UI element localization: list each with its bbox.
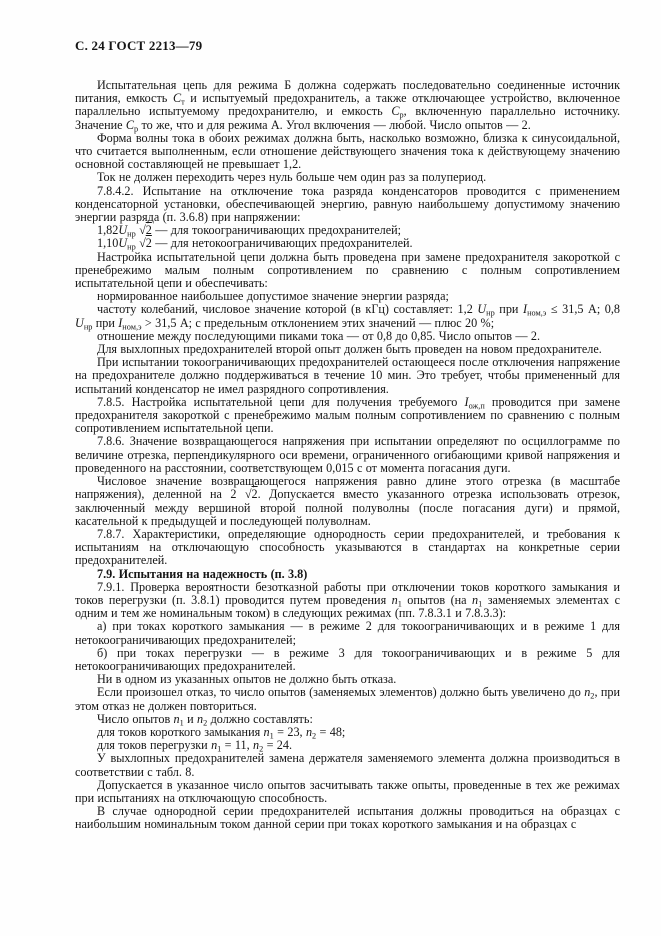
para-7-8-6: 7.8.6. Значение возвращающегося напряжения при испытании определяют по осциллограмме по величине отрезка, перпендикулярного оси времени, ограниченного огибающими кривой напряжения и проведенного на расстоянии, соответствующем 0,015 с от момента погасания дуги. <box>75 434 620 475</box>
para-exhaust-fuses: Для выхлопных предохранителей второй опыт должен быть проведен на новом предохранителе. <box>97 342 602 357</box>
para-circuit-setup: Настройка испытательной цепи должна быть проведена при замене предохранителя закороткой с пренебрежимо малым полным сопротивлением по сравнению с полным сопротивлением испытательной цепи и обеспечивать: <box>75 249 620 291</box>
para-zero-crossing: Ток не должен переходить через нуль больше чем один раз за полупериод. <box>97 170 487 185</box>
para-7-8-7: 7.8.7. Характеристики, определяющие однородность серии предохранителей, и требования к испытаниям на отключающую способность указываются в стандартах на конкретные серии предохранителей. <box>75 526 620 568</box>
para-item-b: б) при токах перегрузки — в режиме 3 для токоограничивающих и в режиме 5 для нетокоограничивающих предохранителей. <box>75 645 620 673</box>
para-7-8-4-2: 7.8.4.2. Испытание на отключение тока разряда конденсаторов проводится с применением конденсаторной установки, обеспечивающей энергию, равную наибольшему допустимому значению энергии разряда (п. 3.6.8) при напряжении: <box>75 183 620 225</box>
para-counts-overload: для токов перегрузки $n_1 = 11$, $n_2 = 24$. <box>97 738 293 754</box>
para-peak-ratio-item: отношение между последующими пиками тока — от 0,8 до 0,85. Число опытов — 2. <box>97 328 541 343</box>
para-7-9-1: 7.9.1. Проверка вероятности безотказной работы при отключении токов короткого замыкания и токов перегрузки (п. 3.8.1) проводится путем проведения $n_1$ опытов (на $n_1$ заменяемых элементах с одним и тем же номинальным током) в следующих режимах (пп. 7.8.3.1 и 7.8.3.3): <box>75 579 621 621</box>
para-no-failure: Ни в одном из указанных опытов не должно быть отказа. <box>97 672 397 687</box>
page-header: С. 24 ГОСТ 2213—79 <box>75 38 203 53</box>
para-holder-replacement: У выхлопных предохранителей замена держателя заменяемого элемента должна производиться в соответствии с табл. 8. <box>75 751 620 779</box>
para-test-counts-intro: Число опытов $n_1$ и $n_2$ должно составлять: <box>97 711 313 728</box>
para-if-failure: Если произошел отказ, то число опытов (заменяемых элементов) должно быть увеличено до $n_2$, при этом отказ не должен повториться. <box>75 685 620 713</box>
para-formula-2: $1,10U_{нр}$ √2 — для нетокоограничивающих предохранителей. <box>97 236 413 252</box>
para-numeric-value: Числовое значение возвращающегося напряжения равно длине этого отрезка (в масштабе напряжения), деленной на 2 √2. Допускается вместо указанного отрезка использовать отрезок, заключенный между вершиной второй полной полуволны (после погасания дуги) и прямой, касательной к предыдущей и последующей полуволнам. <box>75 474 620 528</box>
para-mode-b-circuit: Испытательная цепь для режима Б должна содержать последовательно соединенные источник питания, емкость $С_т$ и испытуемый предохранитель, а также отключающее устройство, включенное параллельно испытуемому предохранителю, и емкость $С_р$, включенную параллельно источнику. Значение $С_р$ то же, что и для режима А. Угол включения — любой. Число опытов — 2. <box>75 78 620 133</box>
para-waveform: Форма волны тока в обоих режимах должна быть, насколько возможно, близка к синусоидальной, что считается выполненным, если отношение действующего значения тока к действующему значению основной составляющей не превышает 1,2. <box>75 130 620 172</box>
para-voltage-hold: При испытании токоограничивающих предохранителей остающееся после отключения напряжение на предохранителе должно поддерживаться в течение 10 мин. Это требует, чтобы примененный для испытаний конденсатор не имел разрядного сопротивления. <box>75 355 620 396</box>
para-frequency-item: частоту колебаний, числовое значение которой (в кГц) составляет: 1,2 $U_{нр}$ при $I_{ном,э} \le 31,5$ А; 0,8 $U_{нр}$ при $I_{ном,э} > 31,5$ А; с предельным отклонением этих значений — плюс 20 %; <box>75 302 620 331</box>
heading-7-9: 7.9. Испытания на надежность (п. 3.8) <box>97 566 308 581</box>
para-formula-1: $1,82U_{нр}$ √2 — для токоограничивающих предохранителей; <box>97 223 402 239</box>
para-energy-item: нормированное наибольшее допустимое значение энергии разряда; <box>97 289 449 304</box>
para-7-8-5: 7.8.5. Настройка испытательной цепи для получения требуемого $I_{ож,п}$ проводится при замене предохранителя закороткой с пренебрежимо малым полным сопротивлением по сравнению с полным сопротивлением испытательной цепи. <box>75 394 620 436</box>
para-item-a: а) при токах короткого замыкания — в режиме 2 для токоограничивающих и в режиме 1 для нетокоограничивающих предохранителей; <box>75 619 620 647</box>
para-counts-short-circuit: для токов короткого замыкания $n_1 = 23$, $n_2 = 48$; <box>97 724 346 741</box>
para-homogeneous-series: В случае однородной серии предохранителей испытания должны проводиться на образцах с наибольшим номинальным током данной серии при токах короткого замыкания и на образцах с <box>75 804 620 832</box>
document-body <box>75 79 620 832</box>
para-count-credit: Допускается в указанное число опытов засчитывать также опыты, проведенные в тех же режимах при испытаниях на отключающую способность. <box>75 777 620 805</box>
